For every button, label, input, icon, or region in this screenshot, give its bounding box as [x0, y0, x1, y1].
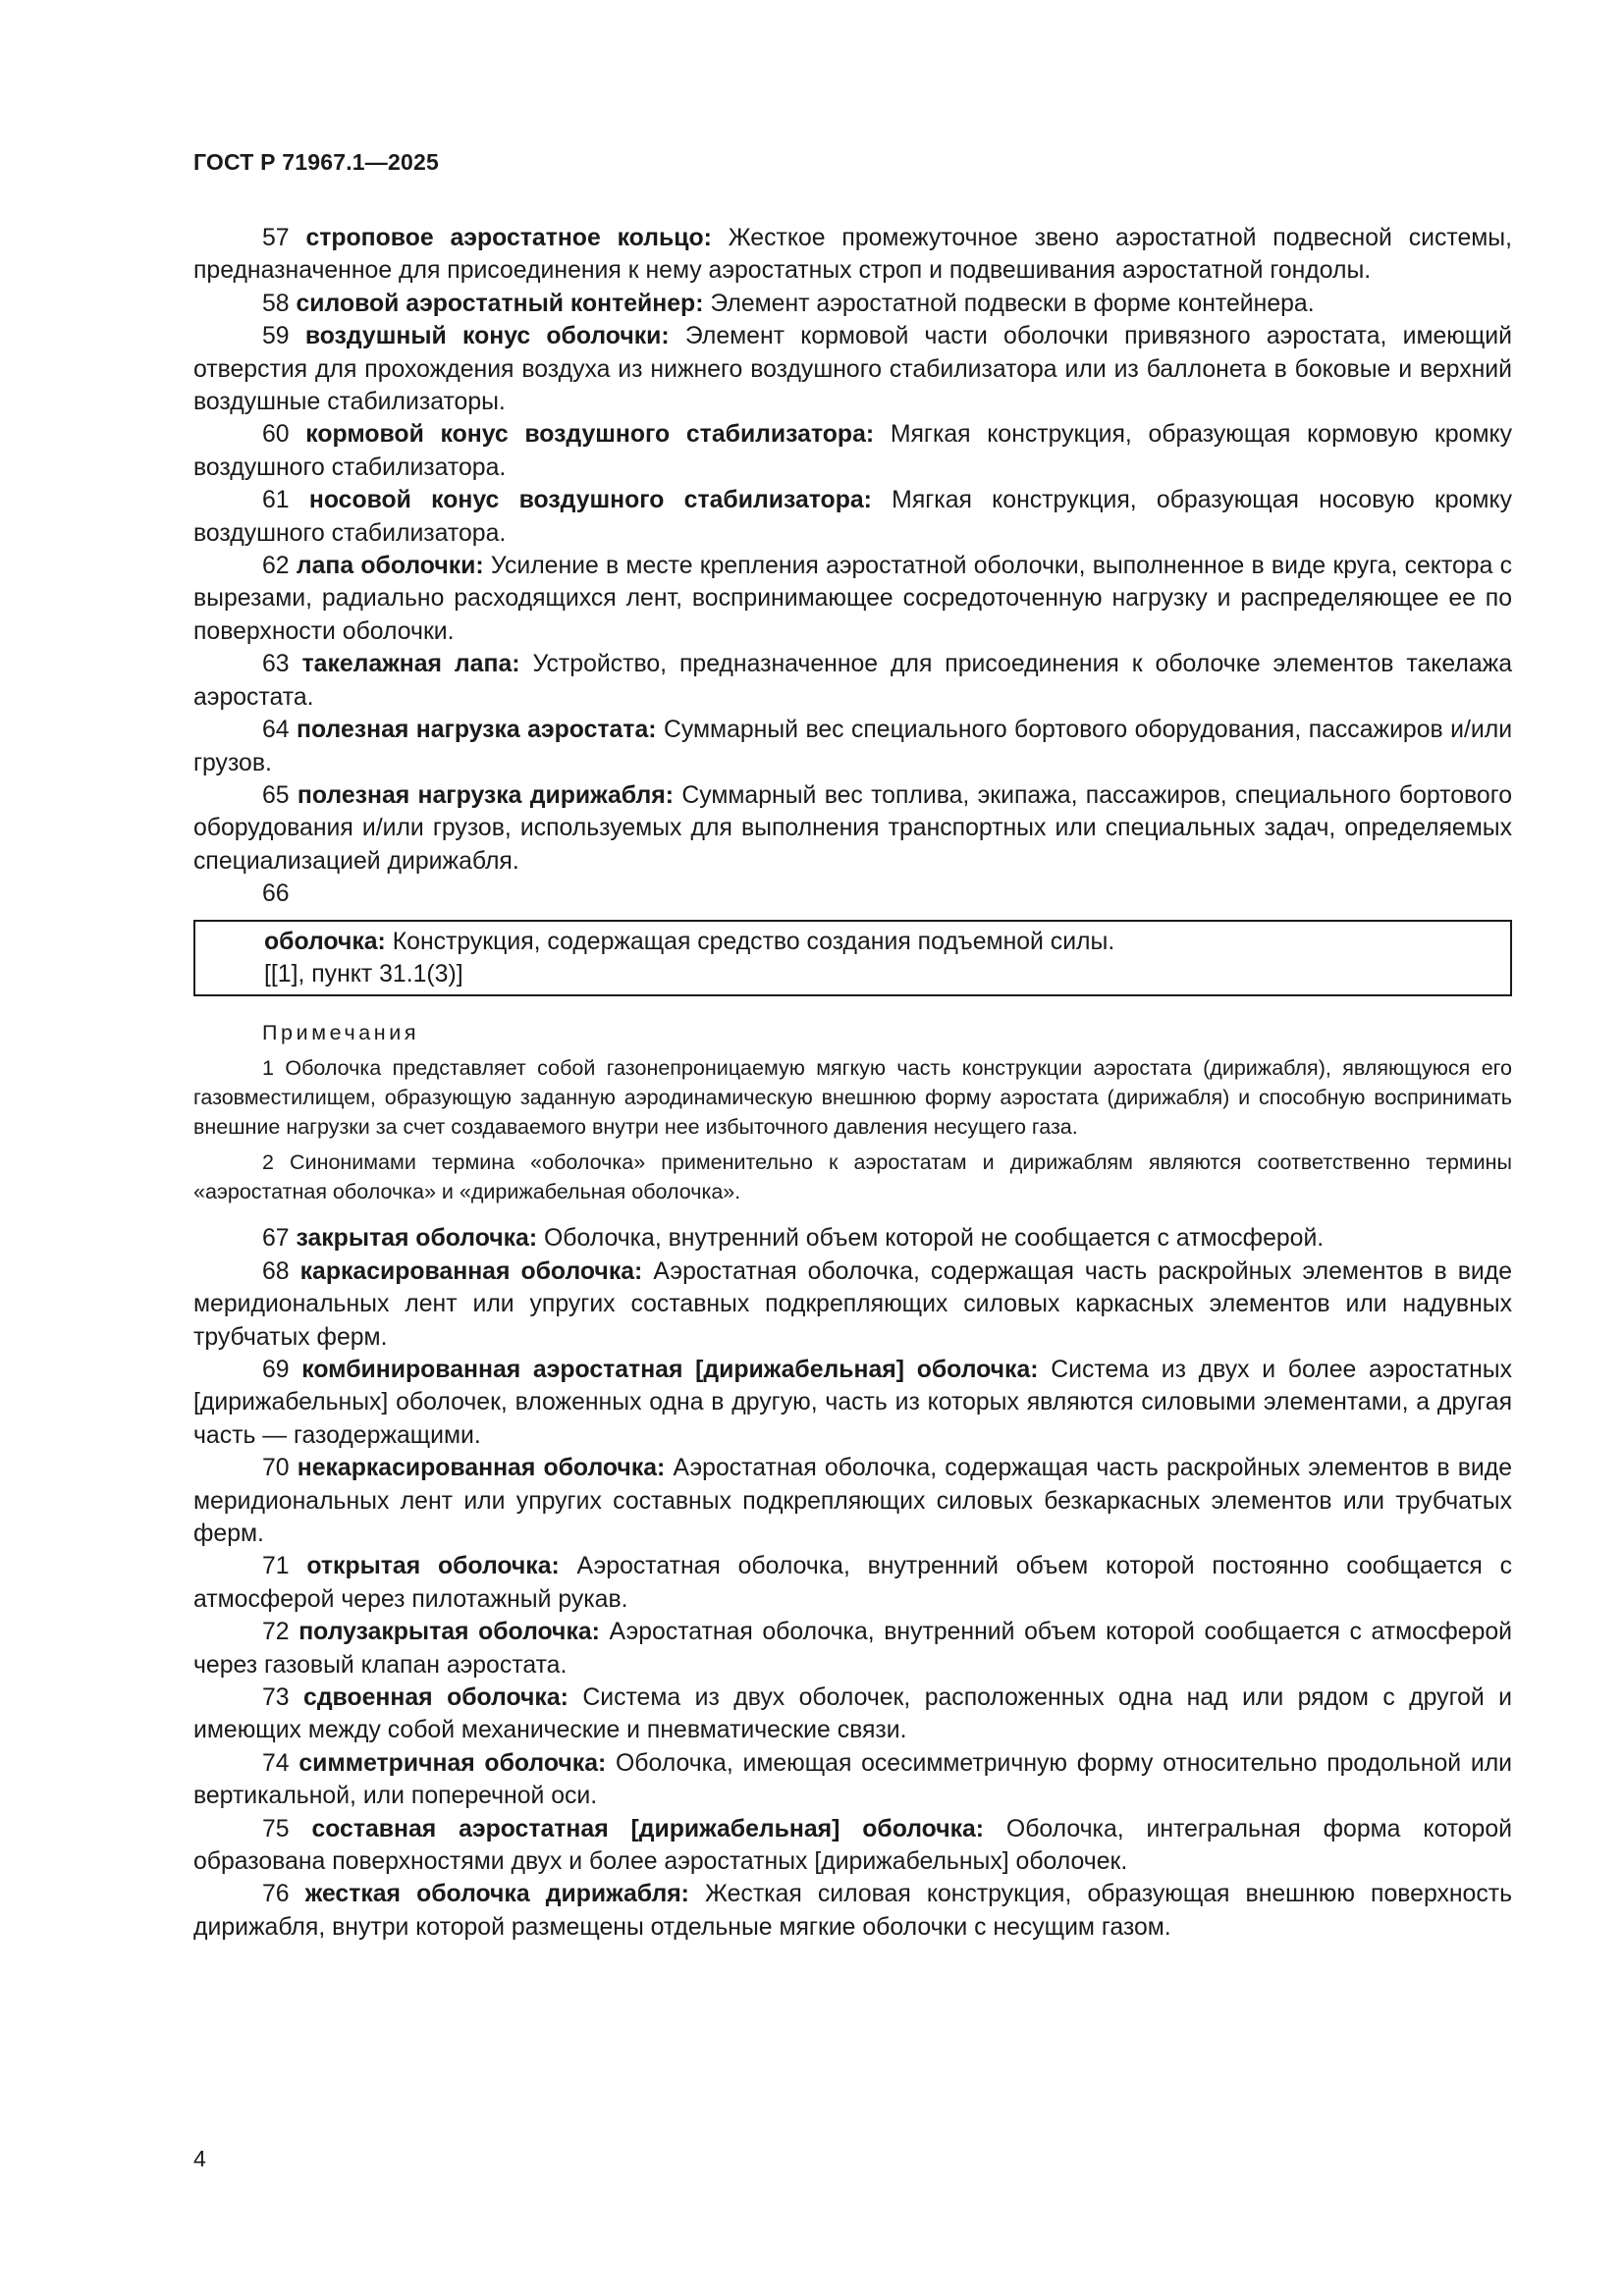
document-header: ГОСТ Р 71967.1—2025 [193, 149, 439, 175]
term-entry [193, 1682, 1512, 1747]
term-entry [193, 484, 1512, 550]
term-name: такелажная лапа: [301, 651, 520, 678]
term-name: полезная нагрузка дирижабля: [297, 781, 674, 809]
term-number: 57 [262, 225, 290, 251]
term-entry [193, 648, 1512, 714]
note-1: 1 Оболочка представляет собой газонепроницаемую мягкую часть конструкции аэростата (дирижабля), являющуюся его газовместилищем, образующую заданную аэродинамическую внешнюю форму аэростата (дирижабля) и способную воспринимать внешние нагрузки за счет создаваемого внутри нее избыточного давления несущего газа. [193, 1056, 1512, 1139]
term-name: полузакрытая оболочка: [298, 1619, 600, 1646]
term-name: закрытая оболочка: [296, 1225, 538, 1253]
term-number: 60 [262, 421, 290, 449]
term-entry [193, 1813, 1512, 1879]
term-definition: Мягкая конструкция, образующая кормовую кромку воздушного стабилизатора. [193, 421, 1513, 481]
term-definition: Устройство, предназначенное для присоединения к оболочке элементов такелажа аэростата. [193, 651, 1513, 711]
term-name: составная аэростатная [дирижабельная] оболочка: [311, 1815, 985, 1842]
term-66-reference: [[1], пункт 31.1(3)] [264, 960, 463, 988]
term-definition: Система из двух оболочек, расположенных одна над или рядом с другой и имеющих между собой механические и пневматические связи. [193, 1684, 1512, 1744]
term-definition: Аэростатная оболочка, внутренний объем которой сообщается с атмосферой через газовый клапан аэростата. [193, 1619, 1512, 1679]
term-definition: Жесткое промежуточное звено аэростатной подвесной системы, предназначенное для присоединения к нему аэростатных строп и подвешивания аэростатной гондолы. [193, 225, 1512, 285]
term-entry [193, 1354, 1512, 1452]
term-66-name: оболочка: [264, 928, 386, 955]
term-number: 67 [262, 1225, 290, 1253]
term-number: 74 [262, 1749, 290, 1777]
term-number: 75 [262, 1815, 290, 1842]
notes-section [193, 1018, 1512, 1206]
term-number: 68 [262, 1257, 290, 1285]
term-name: лапа оболочки: [296, 553, 484, 580]
term-name: жесткая оболочка дирижабля: [304, 1881, 689, 1908]
term-number: 59 [262, 323, 290, 350]
term-entry [193, 320, 1512, 418]
term-name: полезная нагрузка аэростата: [297, 717, 657, 744]
term-name: кормовой конус воздушного стабилизатора: [305, 421, 875, 449]
term-66-number: 66 [262, 881, 290, 908]
term-entry [193, 1747, 1512, 1813]
term-number: 63 [262, 651, 290, 678]
term-number: 69 [262, 1356, 290, 1383]
term-definition: Суммарный вес топлива, экипажа, пассажиров, специального бортового оборудования и/или грузов, используемых для выполнения транспортных или специальных задач, определяемых специализацией дирижабля. [193, 781, 1513, 875]
term-definition: Оболочка, имеющая осесимметричную форму относительно продольной или вертикальной, или поперечной оси. [193, 1749, 1513, 1810]
terms-list-bottom [193, 1222, 1512, 1944]
term-definition: Усиление в месте крепления аэростатной оболочки, выполненное в виде круга, сектора с вырезами, радиально расходящихся лент, воспринимающее сосредоточенную нагрузку и распределяющее ее по поверхности оболочки. [193, 553, 1512, 645]
term-name: носовой конус воздушного стабилизатора: [308, 487, 872, 514]
term-definition: Оболочка, интегральная форма которой образована поверхностями двух и более аэростатных [дирижабельных] оболочек. [193, 1815, 1512, 1876]
term-name: сдвоенная оболочка: [303, 1684, 568, 1711]
term-entry [193, 714, 1512, 779]
term-definition: Жесткая силовая конструкция, образующая внешнюю поверхность дирижабля, внутри которой размещены отдельные мягкие оболочки с несущим газом. [193, 1881, 1513, 1941]
term-entry [193, 222, 1512, 288]
term-number: 65 [262, 781, 290, 809]
term-entry [193, 1878, 1512, 1944]
term-name: открытая оболочка: [306, 1553, 560, 1580]
note-2: 2 Синонимами термина «оболочка» применительно к аэростатам и дирижаблям являются соответственно термины «аэростатная оболочка» и «дирижабельная оболочка». [193, 1150, 1512, 1203]
term-name: симметричная оболочка: [298, 1749, 607, 1777]
term-entry [193, 550, 1512, 648]
term-definition: Элемент аэростатной подвески в форме контейнера. [710, 290, 1315, 317]
term-number: 64 [262, 717, 290, 744]
term-number: 70 [262, 1455, 290, 1482]
term-number: 73 [262, 1684, 290, 1711]
document-body [193, 222, 1512, 1944]
term-name: силовой аэростатный контейнер: [296, 290, 704, 317]
term-number: 76 [262, 1881, 290, 1908]
term-name: каркасированная оболочка: [299, 1257, 643, 1285]
term-definition: Мягкая конструкция, образующая носовую кромку воздушного стабилизатора. [193, 487, 1513, 547]
term-name: некаркасированная оболочка: [297, 1455, 666, 1482]
term-entry [193, 1550, 1512, 1616]
term-definition: Суммарный вес специального бортового оборудования, пассажиров и/или грузов. [193, 717, 1513, 776]
term-entry [193, 1222, 1512, 1255]
term-definition: Аэростатная оболочка, содержащая часть раскройных элементов в виде меридиональных лент или упругих составных подкрепляющих силовых каркасных элементов или надувных трубчатых ферм. [193, 1257, 1513, 1351]
term-number: 61 [262, 487, 290, 514]
page-number: 4 [193, 2146, 206, 2171]
term-number: 71 [262, 1553, 290, 1580]
term-name: комбинированная аэростатная [дирижабельная] оболочка: [301, 1356, 1039, 1383]
term-number: 72 [262, 1619, 290, 1646]
term-entry [193, 1255, 1512, 1354]
term-entry [193, 1616, 1512, 1682]
term-definition: Оболочка, внутренний объем которой не сообщается с атмосферой. [544, 1225, 1325, 1253]
term-name: воздушный конус оболочки: [304, 323, 670, 350]
term-definition: Аэростатная оболочка, внутренний объем которой постоянно сообщается с атмосферой через пилотажный рукав. [193, 1553, 1512, 1613]
term-entry [193, 288, 1512, 320]
term-number: 58 [262, 290, 290, 317]
term-definition: Элемент кормовой части оболочки привязного аэростата, имеющий отверстия для прохождения воздуха из нижнего воздушного стабилизатора или из баллонета в боковые и верхний воздушные стабилизаторы. [193, 323, 1512, 416]
term-definition: Система из двух и более аэростатных [дирижабельных] оболочек, вложенных одна в другую, часть из которых являются силовыми элементами, а другая часть — газодержащими. [193, 1356, 1512, 1449]
term-name: строповое аэростатное кольцо: [305, 225, 712, 251]
term-entry [193, 1452, 1512, 1550]
terms-list-top [193, 222, 1512, 878]
term-definition: Аэростатная оболочка, содержащая часть раскройных элементов в виде меридиональных лент или упругих составных подкрепляющих силовых безкаркасных элементов или трубчатых ферм. [193, 1455, 1512, 1547]
quoted-definition-box [193, 920, 1512, 997]
term-66-definition: Конструкция, содержащая средство создания подъемной силы. [392, 928, 1115, 955]
notes-title: Примечания [262, 1021, 420, 1045]
term-entry [193, 779, 1512, 878]
term-number: 62 [262, 553, 290, 580]
term-entry [193, 418, 1512, 484]
